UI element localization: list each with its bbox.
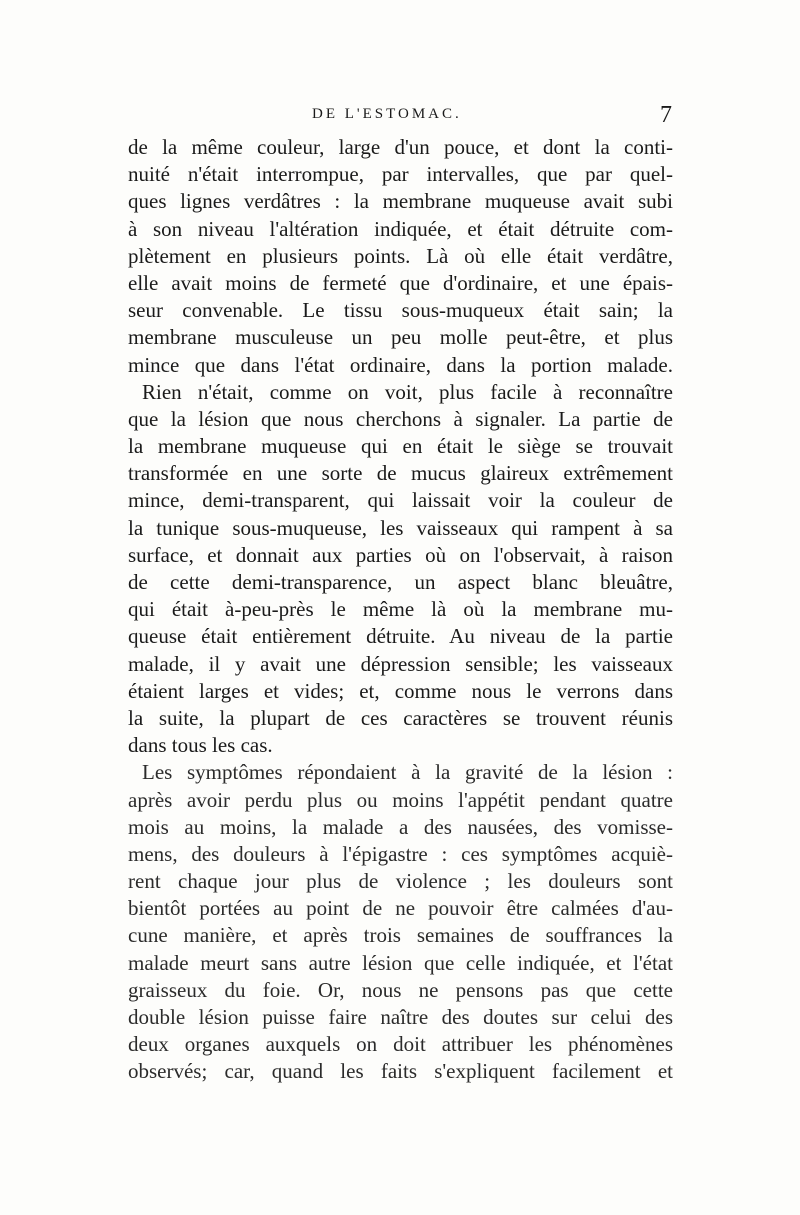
- text-line: mince que dans l'état ordinaire, dans la portion malade.: [128, 352, 673, 377]
- text-line: deux organes auxquels on doit attribuer les phénomènes: [128, 1032, 673, 1057]
- text-line: mois au moins, la malade a des nausées, des vomisse-: [128, 814, 673, 839]
- text-line: de la même couleur, large d'un pouce, et dont la conti-: [128, 135, 673, 159]
- text-line: transformée en une sorte de mucus glaireux extrêmement: [128, 461, 673, 486]
- text-line: elle avait moins de fermeté que d'ordinaire, et une épais-: [128, 270, 673, 295]
- text-line: après avoir perdu plus ou moins l'appétit pendant quatre: [128, 787, 673, 812]
- page-header: [128, 102, 672, 136]
- text-line: la suite, la plupart de ces caractères se trouvent réunis: [128, 705, 673, 730]
- text-line: bientôt portées au point de ne pouvoir être calmées d'au-: [128, 896, 673, 921]
- text-line: malade meurt sans autre lésion que celle indiquée, et l'état: [128, 950, 673, 975]
- text-line: dans tous les cas.: [128, 733, 273, 758]
- text-line: seur convenable. Le tissu sous-muqueux était sain; la: [128, 298, 673, 323]
- text-line: ques lignes verdâtres : la membrane muqueuse avait subi: [128, 189, 673, 214]
- text-line: observés; car, quand les faits s'expliquent facilement et: [128, 1059, 673, 1084]
- text-line: malade, il y avait une dépression sensible; les vaisseaux: [128, 651, 673, 676]
- text-line: nuité n'était interrompue, par intervalles, que par quel-: [128, 162, 673, 187]
- text-line: à son niveau l'altération indiquée, et était détruite com-: [128, 216, 673, 241]
- text-line: mince, demi-transparent, qui laissait voir la couleur de: [128, 488, 673, 513]
- text-line: de cette demi-transparence, un aspect blanc bleuâtre,: [128, 570, 673, 594]
- text-line: cune manière, et après trois semaines de souffrances la: [128, 923, 673, 948]
- text-line: double lésion puisse faire naître des doutes sur celui des: [128, 1005, 673, 1029]
- text-line: queuse était entièrement détruite. Au niveau de la partie: [128, 624, 673, 649]
- text-line: Les symptômes répondaient à la gravité de la lésion :: [142, 760, 673, 785]
- text-line: surface, et donnait aux parties où on l'observait, à raison: [128, 542, 673, 567]
- text-line: mens, des douleurs à l'épigastre : ces symptômes acquiè-: [128, 841, 673, 866]
- running-head: DE L'ESTOMAC.: [312, 106, 462, 122]
- text-line: la membrane muqueuse qui en était le siège se trouvait: [128, 434, 673, 459]
- text-line: la tunique sous-muqueuse, les vaisseaux qui rampent à sa: [128, 515, 673, 540]
- text-line: membrane musculeuse un peu molle peut-être, et plus: [128, 325, 673, 350]
- text-line: qui était à-peu-près le même là où la membrane mu-: [128, 597, 673, 622]
- text-line: rent chaque jour plus de violence ; les douleurs sont: [128, 869, 673, 894]
- text-line: que la lésion que nous cherchons à signaler. La partie de: [128, 406, 673, 431]
- body-text: [128, 134, 673, 1086]
- text-line: graisseux du foie. Or, nous ne pensons pas que cette: [128, 977, 673, 1002]
- text-line: Rien n'était, comme on voit, plus facile à reconnaître: [142, 379, 673, 404]
- text-line: étaient larges et vides; et, comme nous le verrons dans: [128, 678, 673, 703]
- page-number: 7: [660, 102, 672, 128]
- text-line: plètement en plusieurs points. Là où elle était verdâtre,: [128, 243, 673, 268]
